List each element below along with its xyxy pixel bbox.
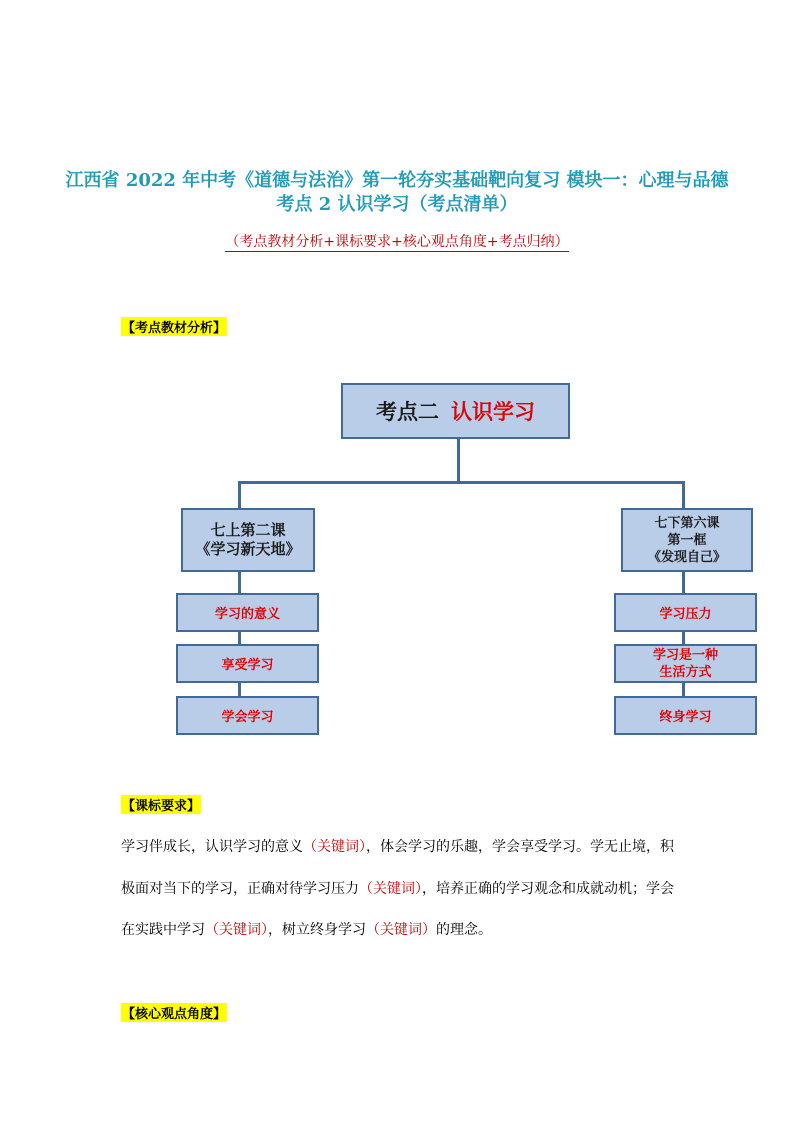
right-head-line2: 第一框 xyxy=(667,532,707,548)
left-item-enjoy xyxy=(176,644,319,683)
standards-line1 xyxy=(121,836,681,856)
connector-right-down xyxy=(682,481,685,510)
connector-left-items-3 xyxy=(238,682,241,697)
connector-left-items-2 xyxy=(238,630,241,645)
section-standards-heading: 【课标要求】 xyxy=(121,795,201,814)
keyword-tag: （关键词） xyxy=(359,881,422,897)
root-node-prefix: 考点二 xyxy=(376,400,439,424)
left-item-learn xyxy=(176,696,319,735)
document-subtitle xyxy=(0,231,794,251)
right-item-lifelong xyxy=(614,696,757,735)
standards-line1-b: ，体会学习的乐趣，学会享受学习。学无止境，积 xyxy=(366,839,674,855)
section-core-heading: 【核心观点角度】 xyxy=(121,1003,227,1022)
standards-line3 xyxy=(121,919,681,939)
subtitle-text: （考点教材分析+课标要求+核心观点角度+考点归纳） xyxy=(225,234,569,250)
standards-line2-b: ，培养正确的学习观念和成就动机；学会 xyxy=(422,881,674,897)
keyword-tag: （关键词） xyxy=(205,922,268,938)
left-item-meaning xyxy=(176,593,319,632)
standards-line1-a: 学习伴成长，认识学习的意义 xyxy=(121,839,303,855)
right-item-pressure-label: 学习压力 xyxy=(659,607,712,622)
left-item-meaning-label: 学习的意义 xyxy=(214,607,280,622)
root-node-highlight: 认识学习 xyxy=(451,400,535,424)
standards-line3-b: ，树立终身学习 xyxy=(268,922,366,938)
right-item-lifestyle xyxy=(614,644,757,683)
left-head-line1: 七上第二课 xyxy=(210,521,286,539)
keyword-tag: （关键词） xyxy=(366,922,436,938)
connector-right-items-3 xyxy=(682,682,685,697)
standards-line3-a: 在实践中学习 xyxy=(121,922,205,938)
right-head-line3: 《发现自己》 xyxy=(647,549,726,565)
left-head-line2: 《学习新天地》 xyxy=(195,540,301,558)
standards-line2 xyxy=(121,878,681,898)
left-item-enjoy-label: 享受学习 xyxy=(221,658,274,673)
connector-left-down xyxy=(238,481,241,510)
document-title-line2: 考点 2 认识学习（考点清单） xyxy=(276,194,518,215)
connector-left-items xyxy=(238,570,241,595)
left-head-node xyxy=(181,508,315,572)
section-analysis-heading: 【考点教材分析】 xyxy=(121,317,227,336)
right-item-lifelong-label: 终身学习 xyxy=(659,710,712,725)
keyword-tag: （关键词） xyxy=(303,839,366,855)
right-item-lifestyle-line2: 生活方式 xyxy=(659,664,712,680)
standards-line3-c: 的理念。 xyxy=(436,922,492,938)
connector-horizontal xyxy=(238,481,685,484)
right-item-pressure xyxy=(614,593,757,632)
root-node xyxy=(341,383,570,439)
right-item-lifestyle-line1: 学习是一种 xyxy=(652,647,718,663)
right-head-node xyxy=(621,508,753,572)
standards-line2-a: 极面对当下的学习，正确对待学习压力 xyxy=(121,881,359,897)
connector-root-down xyxy=(457,437,460,483)
connector-right-items-2 xyxy=(682,630,685,645)
right-head-line1: 七下第六课 xyxy=(654,515,720,531)
connector-right-items xyxy=(682,570,685,595)
left-item-learn-label: 学会学习 xyxy=(221,710,274,725)
document-title-line1: 江西省 2022 年中考《道德与法治》第一轮夯实基础靶向复习 模块一：心理与品德 xyxy=(65,170,729,191)
